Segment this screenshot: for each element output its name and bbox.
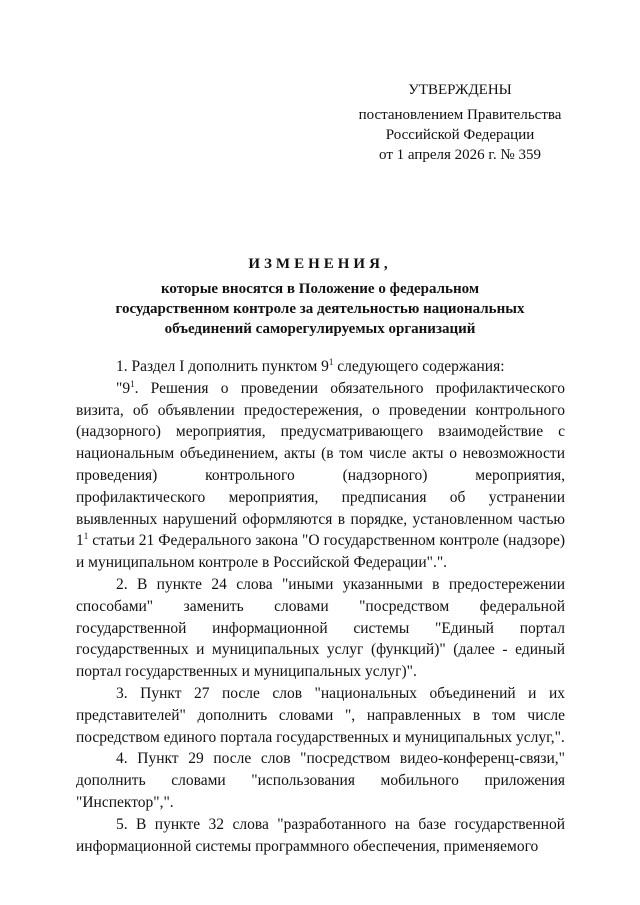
approval-line-2: Российской Федерации	[385, 127, 535, 143]
approval-heading: УТВЕРЖДЕНЫ	[408, 82, 512, 98]
paragraph-1-superscript: 1	[328, 357, 334, 367]
paragraph-2-superscript: 1	[130, 378, 135, 389]
approval-line-1: постановлением Правительства	[358, 107, 562, 123]
paragraph-5: 4. Пункт 29 после слов "посредством видео-конференц-связи," дополнить словами "использования мобильного приложения "Инспектор",".	[76, 750, 565, 811]
title-subtitle-1: которые вносятся в Положение о федеральном	[160, 281, 480, 297]
approval-block	[340, 80, 580, 165]
approval-line-3: от 1 апреля 2026 г. № 359	[379, 147, 541, 163]
title-subtitle-3: объединений саморегулируемых организаций	[164, 321, 476, 337]
paragraph-2-text-b: . Решения о проведении обязательного профилактического визита, об объявлении предостережения, о проведении контрольного (надзорного) мероприятия, предусматривающего взаимодействие с национальным объединением, акты (в том числе акты о невозможности проведения) контрольного (надзорного) мероприятия, профилактического мероприятия, предписания об устранении выявленных нарушений оформляются в порядке, установленном частью 1	[76, 379, 565, 550]
paragraph-1	[76, 356, 565, 378]
document-body	[76, 356, 565, 857]
paragraph-1-text-a: 1. Раздел I дополнить пунктом 9	[116, 358, 329, 375]
title-subtitle-2: государственном контроле за деятельностью национальных	[115, 301, 525, 317]
paragraph-2-text-a: "9	[116, 379, 131, 397]
title-main: ИЗМЕНЕНИЯ,	[248, 256, 392, 272]
paragraph-2-text-c: статьи 21 Федерального закона "О государственном контроле (надзоре) и муниципальном контроле в Российской Федерации".".	[76, 532, 565, 572]
paragraph-1-text-b: следующего содержания:	[333, 358, 505, 375]
paragraph-2	[76, 378, 565, 574]
paragraph-3: 2. В пункте 24 слова "иными указанными в предостережении способами" заменить словами "посредством федеральной государственной информационной системы "Единый портал государственных и муниципальных услуг (функций)" (далее - единый портал государственных и муниципальных услуг)".	[76, 575, 565, 681]
paragraph-4: 3. Пункт 27 после слов "национальных объединений и их представителей" дополнить словами ", направленных в том числе посредством единого портала государственных и муниципальных услуг,".	[76, 684, 565, 746]
paragraph-6: 5. В пункте 32 слова "разработанного на базе государственной информационной системы программного обеспечения, применяемого	[76, 815, 565, 855]
document-title	[60, 254, 580, 339]
paragraph-2-superscript-2: 1	[83, 531, 89, 542]
